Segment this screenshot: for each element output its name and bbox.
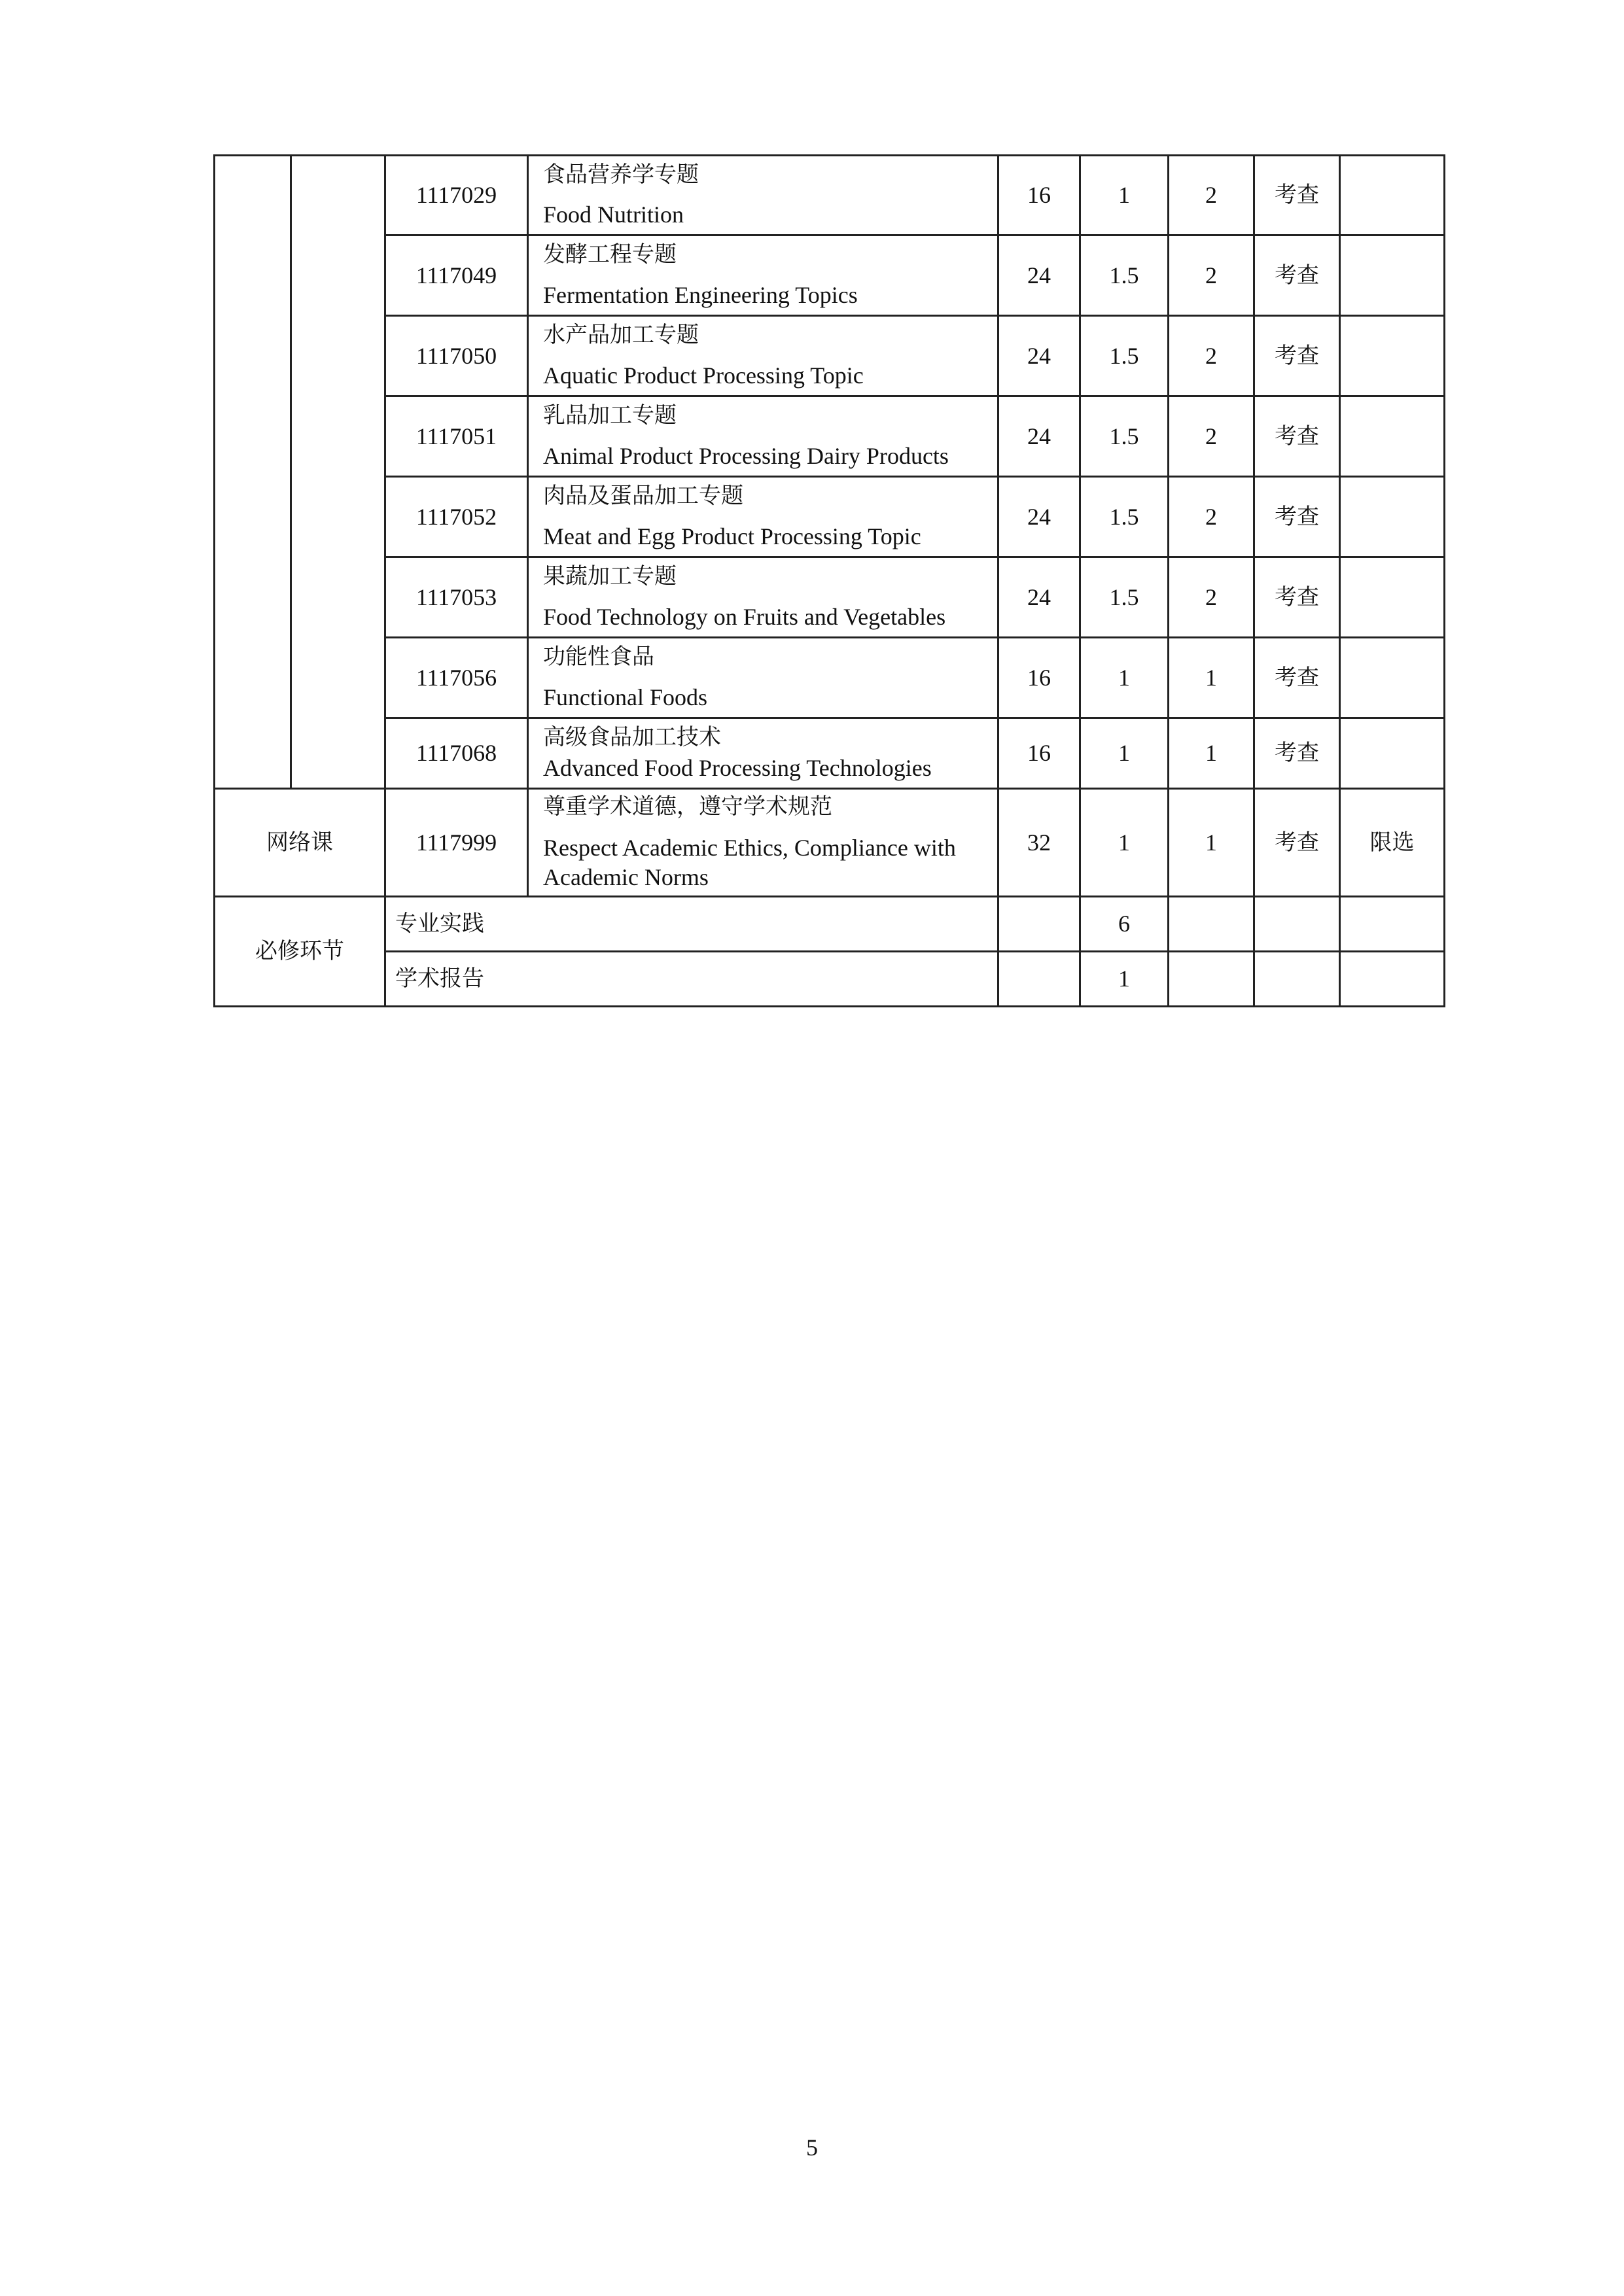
course-credits: 1.5 xyxy=(1080,316,1169,396)
course-code: 1117053 xyxy=(385,557,528,638)
course-name-zh: 水产品加工专题 xyxy=(543,322,699,349)
course-name-zh: 发酵工程专题 xyxy=(543,241,677,268)
course-credits: 1.5 xyxy=(1080,477,1169,557)
course-code: 1117051 xyxy=(385,396,528,477)
course-remark xyxy=(1340,396,1445,477)
online-course-category: 网络课 xyxy=(215,789,385,897)
empty-cell xyxy=(1169,897,1254,952)
course-remark xyxy=(1340,156,1445,235)
required-item-credits: 1 xyxy=(1080,952,1169,1007)
course-code: 1117068 xyxy=(385,718,528,789)
table-row xyxy=(215,718,1445,789)
course-semester: 1 xyxy=(1169,789,1254,897)
course-remark xyxy=(1340,477,1445,557)
required-item-credits: 6 xyxy=(1080,897,1169,952)
course-credits: 1 xyxy=(1080,789,1169,897)
required-item-name: 学术报告 xyxy=(385,952,998,1007)
course-name-en: Meat and Egg Product Processing Topic xyxy=(543,523,921,549)
course-remark xyxy=(1340,638,1445,718)
course-assessment: 考查 xyxy=(1254,396,1340,477)
empty-cell xyxy=(1169,952,1254,1007)
course-hours: 24 xyxy=(998,557,1080,638)
course-name xyxy=(528,235,998,316)
course-credits: 1 xyxy=(1080,638,1169,718)
course-remark: 限选 xyxy=(1340,789,1445,897)
empty-cell xyxy=(1254,952,1340,1007)
course-assessment: 考查 xyxy=(1254,316,1340,396)
category-cell-empty xyxy=(215,156,291,789)
course-remark xyxy=(1340,235,1445,316)
course-hours: 16 xyxy=(998,718,1080,789)
course-assessment: 考查 xyxy=(1254,477,1340,557)
table-row xyxy=(215,477,1445,557)
course-name-zh: 功能性食品 xyxy=(543,644,654,670)
course-name xyxy=(528,396,998,477)
course-credits: 1.5 xyxy=(1080,557,1169,638)
table-row xyxy=(215,156,1445,235)
course-name xyxy=(528,638,998,718)
table-row xyxy=(215,952,1445,1007)
course-code: 1117029 xyxy=(385,156,528,235)
course-table xyxy=(213,154,1445,1007)
course-credits: 1 xyxy=(1080,718,1169,789)
course-name-en: Animal Product Processing Dairy Products xyxy=(543,442,949,469)
course-name-zh: 尊重学术道德，遵守学术规范 xyxy=(543,793,832,820)
subcategory-cell-empty xyxy=(291,156,385,789)
course-name xyxy=(528,156,998,235)
course-name xyxy=(528,316,998,396)
course-semester: 2 xyxy=(1169,156,1254,235)
course-assessment: 考查 xyxy=(1254,638,1340,718)
course-name-zh: 高级食品加工技术 xyxy=(543,723,721,750)
course-semester: 2 xyxy=(1169,557,1254,638)
course-assessment: 考查 xyxy=(1254,235,1340,316)
course-remark xyxy=(1340,718,1445,789)
course-hours: 24 xyxy=(998,396,1080,477)
course-semester: 2 xyxy=(1169,477,1254,557)
course-credits: 1 xyxy=(1080,156,1169,235)
course-code: 1117056 xyxy=(385,638,528,718)
course-name-zh: 乳品加工专题 xyxy=(543,402,677,429)
course-code: 1117999 xyxy=(385,789,528,897)
table-row xyxy=(215,396,1445,477)
course-name-en: Food Nutrition xyxy=(543,201,684,228)
table-row xyxy=(215,557,1445,638)
course-hours: 24 xyxy=(998,235,1080,316)
course-hours: 16 xyxy=(998,638,1080,718)
course-name xyxy=(528,789,998,897)
page-number: 5 xyxy=(806,2134,818,2161)
course-name-en: Functional Foods xyxy=(543,684,708,710)
course-semester: 2 xyxy=(1169,316,1254,396)
course-name xyxy=(528,477,998,557)
course-name-en: Advanced Food Processing Technologies xyxy=(543,755,932,782)
course-credits: 1.5 xyxy=(1080,235,1169,316)
course-name-en: Fermentation Engineering Topics xyxy=(543,281,858,308)
course-hours: 32 xyxy=(998,789,1080,897)
required-category: 必修环节 xyxy=(215,897,385,1007)
required-item-name: 专业实践 xyxy=(385,897,998,952)
course-semester: 2 xyxy=(1169,396,1254,477)
empty-cell xyxy=(998,897,1080,952)
course-hours: 24 xyxy=(998,477,1080,557)
course-name-zh: 果蔬加工专题 xyxy=(543,563,677,590)
course-assessment: 考查 xyxy=(1254,718,1340,789)
course-code: 1117052 xyxy=(385,477,528,557)
course-hours: 24 xyxy=(998,316,1080,396)
course-semester: 2 xyxy=(1169,235,1254,316)
course-code: 1117049 xyxy=(385,235,528,316)
course-name-en: Aquatic Product Processing Topic xyxy=(543,362,864,389)
course-hours: 16 xyxy=(998,156,1080,235)
table-row xyxy=(215,789,1445,897)
course-credits: 1.5 xyxy=(1080,396,1169,477)
table-row xyxy=(215,897,1445,952)
empty-cell xyxy=(998,952,1080,1007)
course-assessment: 考查 xyxy=(1254,557,1340,638)
course-name-zh: 肉品及蛋品加工专题 xyxy=(543,483,743,510)
course-name-en: Food Technology on Fruits and Vegetables xyxy=(543,603,946,630)
table-row xyxy=(215,316,1445,396)
course-semester: 1 xyxy=(1169,638,1254,718)
empty-cell xyxy=(1340,952,1445,1007)
course-name-en: Respect Academic Ethics, Compliance with Academic Norms xyxy=(543,835,956,891)
course-remark xyxy=(1340,316,1445,396)
course-name xyxy=(528,557,998,638)
table-row xyxy=(215,638,1445,718)
course-semester: 1 xyxy=(1169,718,1254,789)
course-assessment: 考查 xyxy=(1254,156,1340,235)
course-name-zh: 食品营养学专题 xyxy=(543,161,699,188)
empty-cell xyxy=(1254,897,1340,952)
course-code: 1117050 xyxy=(385,316,528,396)
course-assessment: 考查 xyxy=(1254,789,1340,897)
table-row xyxy=(215,235,1445,316)
course-name xyxy=(528,718,998,789)
course-remark xyxy=(1340,557,1445,638)
empty-cell xyxy=(1340,897,1445,952)
